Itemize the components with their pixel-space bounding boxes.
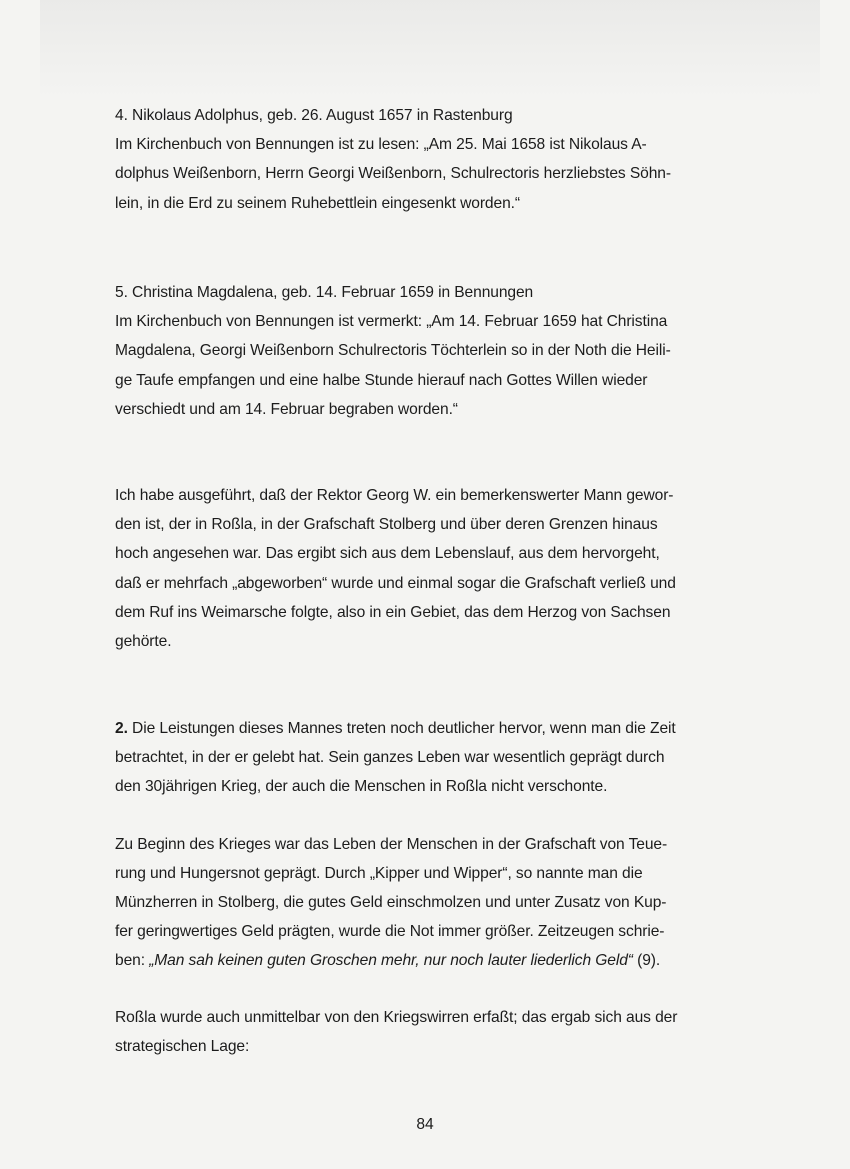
text-line: Zu Beginn des Krieges war das Leben der Menschen in der Grafschaft von Teue- [115,836,668,853]
entry-heading-nikolaus: 4. Nikolaus Adolphus, geb. 26. August 1657 in Rastenburg [115,107,513,124]
section-first-line-text: Die Leistungen dieses Mannes treten noch deutlicher hervor, wenn man die Zeit [127,720,676,737]
text-line: Im Kirchenbuch von Bennungen ist vermerkt: „Am 14. Februar 1659 hat Christina [115,313,668,330]
text-line: Münzherren in Stolberg, die gutes Geld einschmolzen und unter Zusatz von Kup- [115,894,667,911]
italic-quote: „Man sah keinen guten Groschen mehr, nur noch lauter liederlich Geld“ [149,952,633,969]
text-line: hoch angesehen war. Das ergibt sich aus dem Lebenslauf, aus dem hervorgeht, [115,545,660,562]
text-line: den 30jährigen Krieg, der auch die Menschen in Roßla nicht verschonte. [115,778,608,795]
page-number: 84 [416,1116,434,1133]
text-line: gehörte. [115,633,172,650]
text-line: lein, in die Erd zu seinem Ruhebettlein eingesenkt worden.“ [115,195,520,212]
text-line: Magdalena, Georgi Weißenborn Schulrectoris Töchterlein so in der Noth die Heili- [115,342,671,359]
quote-prefix: ben: [115,952,150,969]
text-line: ge Taufe empfangen und eine halbe Stunde hierauf nach Gottes Willen wieder [115,372,648,389]
citation: (9). [632,952,661,969]
text-line: dolphus Weißenborn, Herrn Georgi Weißenborn, Schulrectoris herzliebstes Söhn- [115,165,671,182]
scan-bleed-through [40,0,820,100]
entry-heading-christina: 5. Christina Magdalena, geb. 14. Februar 1659 in Bennungen [115,284,534,301]
text-line: betrachtet, in der er gelebt hat. Sein ganzes Leben war wesentlich geprägt durch [115,749,665,766]
text-line: den ist, der in Roßla, in der Grafschaft Stolberg und über deren Grenzen hinaus [115,516,658,533]
section-number: 2. [115,720,128,737]
text-line: strategischen Lage: [115,1038,250,1055]
text-line-with-quote [115,951,660,971]
text-line: Roßla wurde auch unmittelbar von den Kriegswirren erfaßt; das ergab sich aus der [115,1009,678,1026]
section-first-line [115,719,676,739]
text-line: verschiedt und am 14. Februar begraben worden.“ [115,401,458,418]
text-line: fer geringwertiges Geld prägten, wurde die Not immer größer. Zeitzeugen schrie- [115,923,665,940]
text-line: Im Kirchenbuch von Bennungen ist zu lesen: „Am 25. Mai 1658 ist Nikolaus A- [115,136,647,153]
text-line: Ich habe ausgeführt, daß der Rektor Georg W. ein bemerkenswerter Mann gewor- [115,487,674,504]
text-line: rung und Hungersnot geprägt. Durch „Kipper und Wipper“, so nannte man die [115,865,643,882]
text-line: daß er mehrfach „abgeworben“ wurde und einmal sogar die Grafschaft verließ und [115,575,676,592]
text-line: dem Ruf ins Weimarsche folgte, also in ein Gebiet, das dem Herzog von Sachsen [115,604,671,621]
